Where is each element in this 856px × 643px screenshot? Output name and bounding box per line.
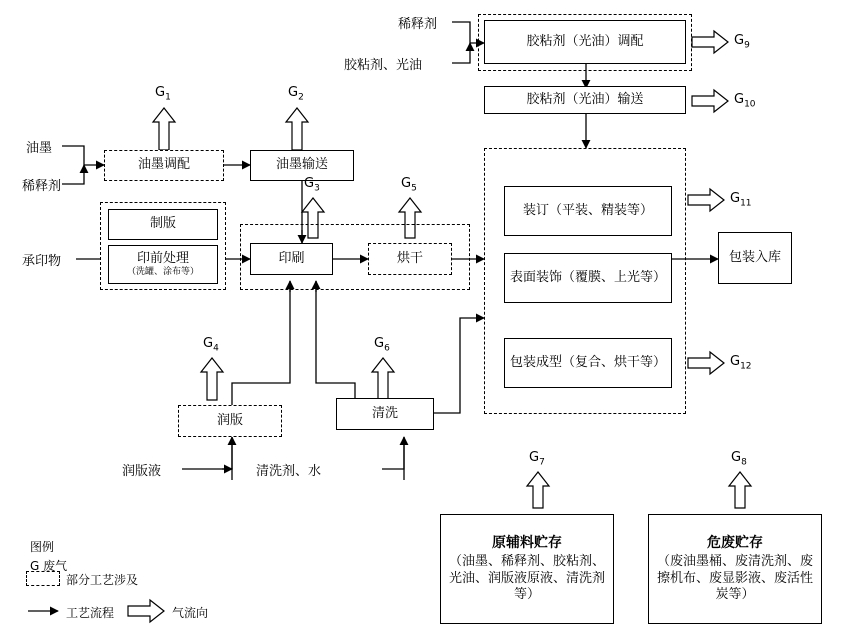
raw-storage-title: 原辅料贮存 [492, 534, 562, 551]
legend-dashed-swatch [26, 571, 60, 586]
node-hazardous-waste-storage[interactable] [648, 514, 822, 624]
node-raw-material-storage[interactable] [440, 514, 614, 624]
node-cleaning[interactable]: 清洗 [336, 398, 434, 430]
node-plate-making[interactable]: 制版 [108, 209, 218, 240]
node-ink-transport[interactable]: 油墨输送 [250, 150, 354, 181]
node-surface-decoration[interactable]: 表面装饰（覆膜、上光等） [504, 253, 672, 303]
gas-label-G2: $G_2$ [288, 85, 304, 103]
node-printing[interactable]: 印刷 [250, 243, 333, 275]
node-adhesive-mix[interactable]: 胶粘剂（光油）调配 [484, 20, 686, 64]
node-package-forming[interactable]: 包装成型（复合、烘干等） [504, 338, 672, 388]
node-prepress-label: 印前处理 [136, 250, 189, 266]
node-prepress-sublabel: （洗罐、涂布等） [126, 267, 199, 278]
gas-label-G1: $G_1$ [155, 85, 171, 103]
gas-label-G8: $G_8$ [731, 450, 747, 468]
node-prepress[interactable] [108, 245, 218, 284]
legend-process-flow: 工艺流程 [66, 606, 115, 620]
node-warehouse[interactable]: 包装入库 [718, 232, 792, 284]
raw-storage-body: （油墨、稀释剂、胶粘剂、光油、润版液原液、清洗剂等） [448, 554, 605, 602]
legend-dashed-note: 部分工艺涉及 [66, 573, 139, 587]
legend-gas-flow: 气流向 [172, 606, 209, 620]
gas-label-G11: $G_{11}$ [730, 191, 752, 209]
input-label-adhesive-oil: 胶粘剂、光油 [344, 58, 423, 73]
legend-heading: 图例 [30, 540, 55, 554]
legend-gas-entry: G 废气 [30, 559, 68, 573]
input-label-diluent-ink: 稀释剂 [22, 179, 62, 194]
hazard-storage-title: 危废贮存 [707, 534, 763, 551]
gas-label-G3: $G_3$ [304, 176, 320, 194]
gas-label-G6: $G_6$ [374, 336, 390, 354]
gas-label-G9: $G_9$ [734, 33, 750, 51]
node-ink-mix[interactable]: 油墨调配 [104, 150, 224, 181]
gas-label-G5: $G_5$ [401, 176, 417, 194]
gas-label-G10: $G_{10}$ [734, 92, 756, 110]
node-binding[interactable]: 装订（平装、精装等） [504, 186, 672, 236]
input-label-fountain-solution: 润版液 [122, 464, 162, 479]
node-adhesive-transport[interactable]: 胶粘剂（光油）输送 [484, 86, 686, 114]
hazard-storage-body: （废油墨桶、废清洗剂、废擦机布、废显影液、废活性炭等） [656, 554, 813, 602]
gas-label-G4: $G_4$ [203, 336, 219, 354]
input-label-diluent-top: 稀释剂 [398, 17, 438, 32]
gas-label-G7: $G_7$ [529, 450, 545, 468]
input-label-cleaner-water: 清洗剂、水 [256, 464, 322, 479]
node-drying[interactable]: 烘干 [368, 243, 452, 275]
gas-label-G12: $G_{12}$ [730, 354, 752, 372]
input-label-ink: 油墨 [26, 141, 53, 156]
input-label-substrate: 承印物 [22, 254, 62, 269]
node-fountain[interactable]: 润版 [178, 405, 282, 437]
